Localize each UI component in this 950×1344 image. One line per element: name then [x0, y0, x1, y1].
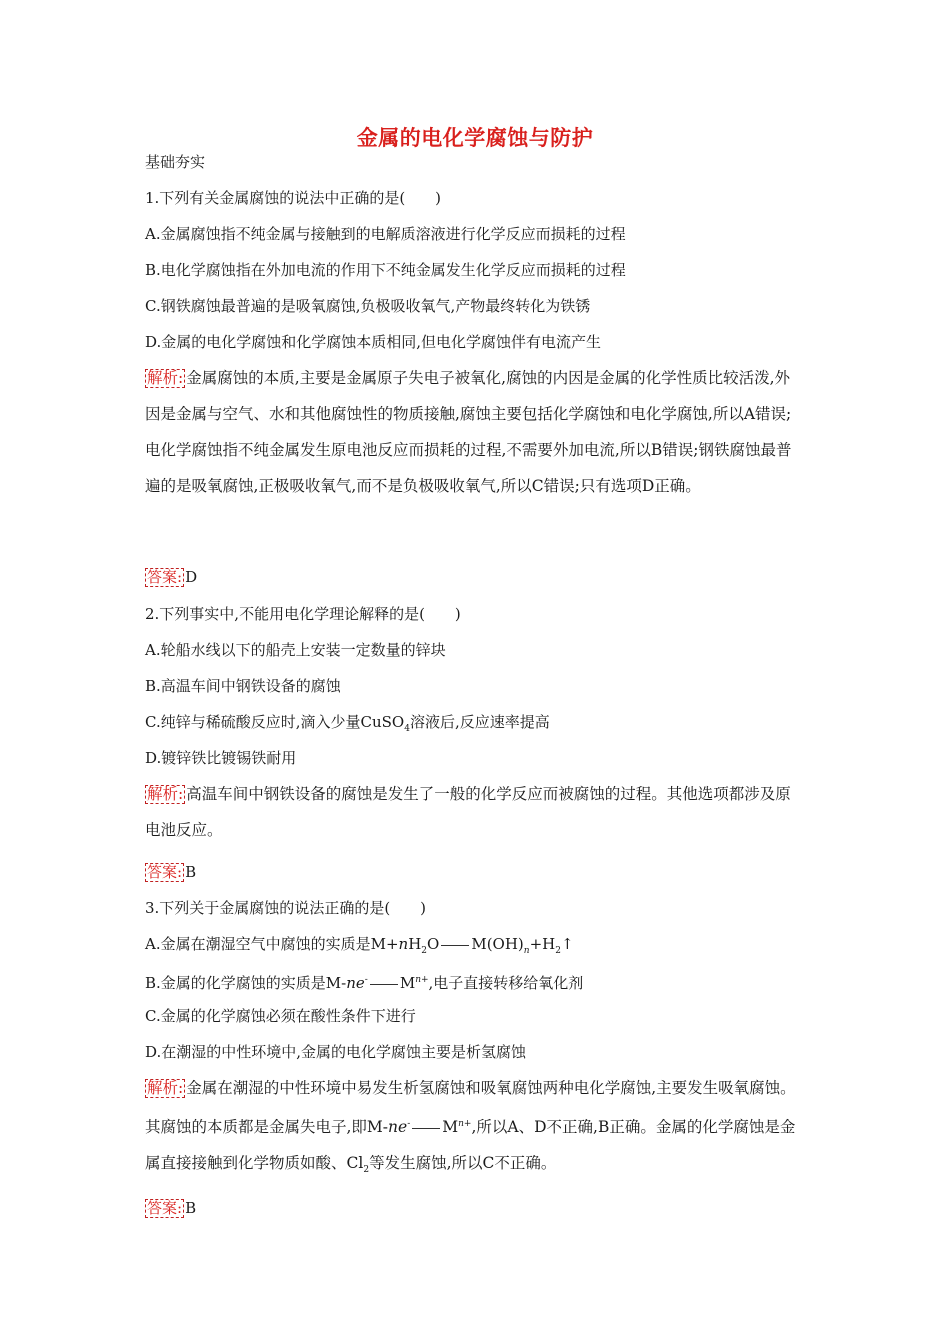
q3-option-a-text: A.金属在潮湿空气中腐蚀的实质是M+: [145, 935, 399, 953]
q1-analysis: [145, 360, 805, 504]
q3-analysis-supn: n+: [458, 1119, 472, 1129]
q2-answer: [145, 862, 196, 882]
q3-option-b-m: M: [399, 974, 416, 992]
gas-arrow-icon: ↑: [560, 935, 574, 953]
q3-option-a-product: M(OH): [471, 935, 524, 953]
q2-option-c-sub: 4: [404, 724, 410, 734]
q2-option-c-text-end: 溶液后,反应速率提高: [409, 713, 550, 731]
q3-stem: 3.下列关于金属腐蚀的说法正确的是( ): [145, 899, 427, 917]
equals-sign: [370, 984, 398, 985]
q3-option-c: C.金属的化学腐蚀必须在酸性条件下进行: [145, 1007, 416, 1025]
q1-option-d: D.金属的电化学腐蚀和化学腐蚀本质相同,但电化学腐蚀伴有电流产生: [145, 333, 602, 351]
q1-option-b: B.电化学腐蚀指在外加电流的作用下不纯金属发生化学反应而损耗的过程: [145, 261, 626, 279]
q3-analysis-sub: 2: [363, 1165, 370, 1176]
q3-option-b-sup: -: [364, 975, 368, 985]
q2-analysis: [145, 776, 805, 848]
q3-analysis-sup: -: [407, 1119, 411, 1129]
q3-analysis-m: M: [442, 1118, 459, 1137]
section-heading: 基础夯实: [145, 153, 206, 171]
q2-option-c: [145, 712, 550, 739]
q1-answer: [145, 567, 197, 587]
q1-option-a: A.金属腐蚀指不纯金属与接触到的电解质溶液进行化学反应而损耗的过程: [145, 225, 626, 243]
q2-answer-value: B: [185, 863, 197, 881]
analysis-label: 解析:: [147, 785, 184, 803]
q3-option-a-o: O: [427, 935, 440, 953]
q1-option-c: C.钢铁腐蚀最普遍的是吸氧腐蚀,负极吸收氧气,产物最终转化为铁锈: [145, 297, 591, 315]
analysis-label: 解析:: [147, 1079, 184, 1097]
q3-option-a-subn: n: [523, 946, 530, 956]
q3-analysis-text-3: 等发生腐蚀,所以C不正确。: [369, 1154, 557, 1173]
analysis-label: 解析:: [147, 369, 184, 387]
q3-option-a: [145, 934, 574, 961]
q2-option-d: D.镀锌铁比镀锡铁耐用: [145, 749, 297, 767]
q3-option-a-h2: +H: [529, 935, 556, 953]
q1-stem: 1.下列有关金属腐蚀的说法中正确的是( ): [145, 189, 442, 207]
q3-option-b-ne: ne: [346, 974, 365, 992]
answer-label: 答案:: [147, 1199, 183, 1217]
q1-answer-value: D: [185, 568, 198, 586]
q3-option-a-sub2: 2: [555, 946, 561, 956]
q3-answer-value: B: [185, 1199, 197, 1217]
q2-option-a: A.轮船水线以下的船壳上安装一定数量的锌块: [145, 641, 446, 659]
answer-label: 答案:: [147, 863, 183, 881]
q3-answer: [145, 1198, 196, 1218]
equals-sign: [412, 1128, 440, 1129]
q2-option-b: B.高温车间中钢铁设备的腐蚀: [145, 677, 341, 695]
q3-analysis-text-2: ,所以A、D不正确,B正确。金属的化学腐蚀是金属直接接触到化学物质如酸、Cl: [145, 1118, 796, 1173]
q3-analysis-text: 金属在潮湿的中性环境中易发生析氢腐蚀和吸氧腐蚀两种电化学腐蚀,主要发生吸氧腐蚀。其腐蚀的本质都是金属失电子,即M-: [145, 1079, 796, 1137]
q3-option-b-supn: n+: [415, 975, 429, 985]
q2-option-c-text: C.纯锌与稀硫酸反应时,滴入少量CuSO: [145, 713, 405, 731]
q3-option-a-sub: 2: [421, 946, 428, 956]
equals-sign: [441, 945, 469, 946]
q1-analysis-text: 金属腐蚀的本质,主要是金属原子失电子被氧化,腐蚀的内因是金属的化学性质比较活泼,外因是金属与空气、水和其他腐蚀性的物质接触,腐蚀主要包括化学腐蚀和电化学腐蚀,所以A错误;电化学腐蚀指不纯金属发生原电池反应而损耗的过程,不需要外加电流,所以B错误;钢铁腐蚀最普遍的是吸氧腐蚀,正极吸收氧气,而不是负极吸收氧气,所以C错误;只有选项D正确。: [145, 369, 792, 495]
q3-option-a-h: H: [408, 935, 422, 953]
q2-stem: 2.下列事实中,不能用电化学理论解释的是( ): [145, 605, 461, 623]
q3-option-a-n: n: [398, 935, 409, 953]
q3-option-b: [145, 970, 583, 993]
q3-analysis-ne: ne: [388, 1118, 408, 1137]
q3-analysis: [145, 1070, 805, 1188]
answer-label: 答案:: [147, 568, 183, 586]
q3-option-b-text-end: ,电子直接转移给氧化剂: [428, 974, 584, 992]
q3-option-d: D.在潮湿的中性环境中,金属的电化学腐蚀主要是析氢腐蚀: [145, 1043, 527, 1061]
q3-option-b-text: B.金属的化学腐蚀的实质是M-: [145, 974, 347, 992]
page-title: 金属的电化学腐蚀与防护: [356, 126, 594, 150]
q2-analysis-text: 高温车间中钢铁设备的腐蚀是发生了一般的化学反应而被腐蚀的过程。其他选项都涉及原电池反应。: [145, 785, 791, 839]
